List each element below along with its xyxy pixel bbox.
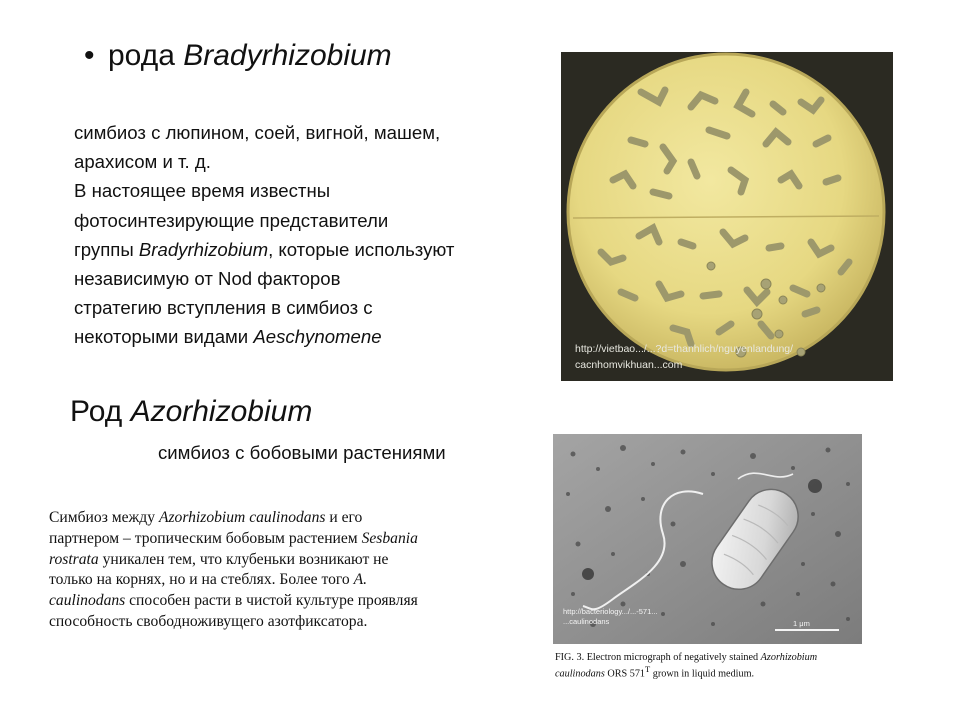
text-fragment: только на корнях, но и на стеблях. Более того xyxy=(49,571,354,589)
species-name: A. xyxy=(353,571,368,589)
text-line: способность свободноживущего азотфиксатора. xyxy=(49,612,368,630)
species-name: caulinodans xyxy=(49,592,126,610)
text-line xyxy=(49,529,519,550)
genus-name: Aeschynomene xyxy=(253,326,382,348)
text-fragment: группы xyxy=(74,238,139,260)
petri-watermark-line1: http://vietbao.../...?d=thanhlich/nguyenlandung/ xyxy=(575,343,794,355)
heading-prefix: Род xyxy=(70,395,131,428)
caption-species: caulinodans xyxy=(555,667,605,679)
caption-genus: Azorhizobium xyxy=(760,652,818,663)
petri-dish-photo xyxy=(561,52,893,381)
bullet-marker: • xyxy=(84,39,95,72)
azorhizobium-description xyxy=(49,508,519,633)
species-name: rostrata xyxy=(49,550,99,568)
species-name: Sesbania xyxy=(361,529,418,547)
text-line: независимую от Nod факторов xyxy=(74,268,341,290)
caption-text: FIG. 3. Electron micrograph of negatively stained xyxy=(555,652,761,663)
electron-micrograph xyxy=(553,434,862,644)
text-fragment: способен расти в чистой культуре проявляя xyxy=(125,592,418,610)
micrograph-watermark-line2: ...caulinodans xyxy=(563,617,610,626)
text-fragment: уникален тем, что клубеньки возникают не xyxy=(98,550,389,568)
bradyrhizobium-description xyxy=(74,118,534,352)
text-line: В настоящее время известны xyxy=(74,180,331,202)
figure-caption xyxy=(555,652,875,679)
text-fragment: партнером – тропическим бобовым растением xyxy=(49,529,362,547)
genus-name: Bradyrhizobium xyxy=(138,238,269,260)
text-line xyxy=(49,550,519,571)
text-fragment: Симбиоз между xyxy=(49,509,159,526)
heading-azorhizobium xyxy=(70,392,312,432)
azorhizobium-subtitle: симбиоз с бобовыми растениями xyxy=(158,442,446,463)
text-line: арахисом и т. д. xyxy=(74,151,211,173)
text-line: симбиоз с люпином, соей, вигной, машем, xyxy=(74,122,441,143)
text-fragment: некоторыми видами xyxy=(74,326,254,348)
heading-genus: Azorhizobium xyxy=(130,395,313,428)
heading-genus: Bradyrhizobium xyxy=(183,39,392,72)
text-line xyxy=(49,591,519,612)
text-line: фотосинтезирующие представители xyxy=(74,209,389,231)
heading-prefix: рода xyxy=(108,39,184,72)
species-name: Azorhizobium caulinodans xyxy=(158,509,326,526)
text-line xyxy=(49,508,519,529)
micrograph-watermark-line1: http://bacteriology.../...-571... xyxy=(563,607,658,616)
caption-superscript: T xyxy=(645,663,651,674)
heading-bradyrhizobium xyxy=(84,36,392,76)
text-line xyxy=(74,322,534,351)
petri-plate xyxy=(568,54,884,370)
petri-watermark-line2: cacnhomvikhuan...com xyxy=(575,359,683,371)
text-line xyxy=(74,235,534,264)
text-line: стратегию вступления в симбиоз с xyxy=(74,297,373,319)
text-fragment: , которые используют xyxy=(268,238,455,260)
text-line xyxy=(49,570,519,591)
text-fragment: и его xyxy=(325,509,363,526)
caption-text: grown in liquid medium. xyxy=(650,667,755,679)
scale-bar-label: 1 μm xyxy=(793,619,810,628)
caption-text: ORS 571 xyxy=(604,667,646,679)
